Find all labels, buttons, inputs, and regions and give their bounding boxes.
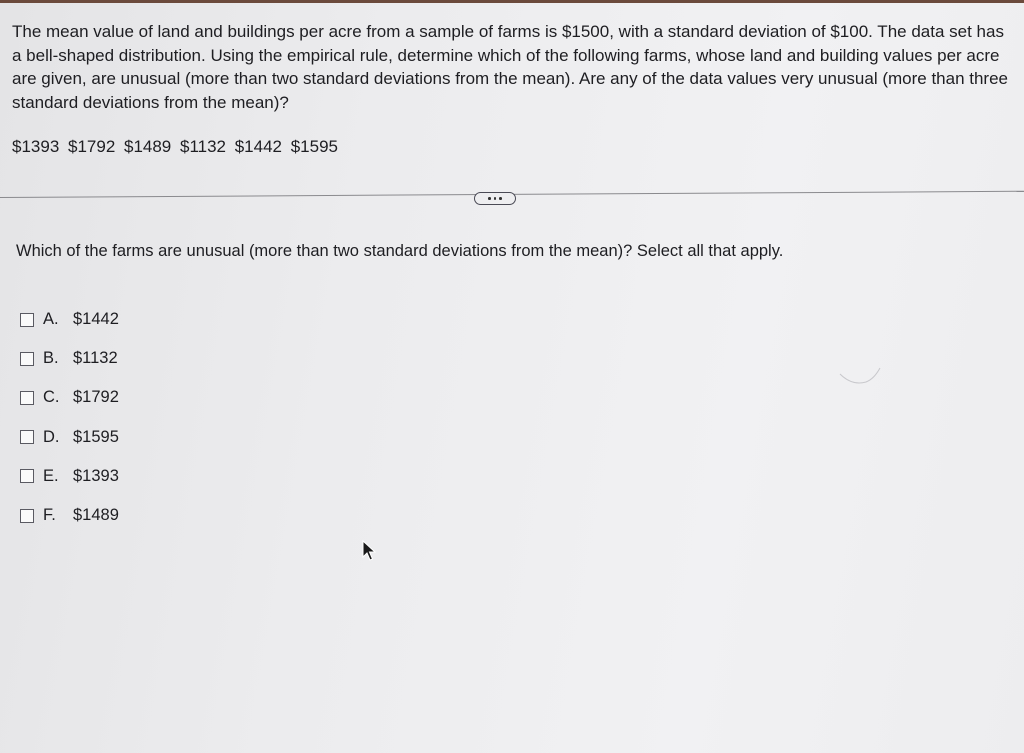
question-text: The mean value of land and buildings per acre from a sample of farms is $1500, with a standard deviation of $100. The data set has a bell-shaped distribution. Using the empirical rule, determine which of the following farms, whose land and building values per acre are given, are unusual (more than two standard deviations from the mean). Are any of the data values very unusual (more than three standard deviations from the mean)? — [12, 22, 1009, 112]
option-c[interactable] — [20, 378, 119, 417]
option-d[interactable] — [20, 418, 119, 457]
checkbox[interactable] — [20, 313, 34, 327]
option-letter: A. — [43, 310, 59, 329]
expand-more-button[interactable] — [474, 192, 516, 205]
ellipsis-icon — [499, 197, 502, 200]
top-strip — [0, 0, 1024, 3]
ellipsis-icon — [488, 197, 491, 200]
checkbox[interactable] — [20, 352, 34, 366]
option-e[interactable] — [20, 457, 119, 496]
option-letter: F. — [43, 506, 56, 525]
checkbox[interactable] — [20, 469, 34, 483]
option-value: $1489 — [73, 506, 119, 525]
checkbox[interactable] — [20, 391, 34, 405]
option-value: $1393 — [73, 466, 119, 485]
option-value: $1132 — [73, 349, 118, 368]
option-letter: C. — [43, 388, 60, 407]
option-letter: B. — [43, 349, 59, 368]
option-letter: E. — [43, 466, 59, 485]
screen-smudge — [838, 366, 882, 386]
mouse-pointer-icon — [362, 540, 376, 562]
option-f[interactable] — [20, 496, 119, 535]
option-a[interactable] — [20, 300, 119, 339]
checkbox[interactable] — [20, 430, 34, 444]
answer-options — [20, 300, 119, 535]
data-values: $1393 $1792 $1489 $1132 $1442 $1595 — [12, 137, 338, 156]
ellipsis-icon — [494, 197, 497, 200]
option-b[interactable] — [20, 339, 119, 378]
option-value: $1442 — [73, 310, 119, 329]
option-letter: D. — [43, 427, 60, 446]
option-value: $1792 — [73, 388, 119, 407]
option-value: $1595 — [73, 427, 119, 446]
question-prompt: Which of the farms are unusual (more than two standard deviations from the mean)? Select all that apply. — [16, 242, 784, 260]
checkbox[interactable] — [20, 509, 34, 523]
